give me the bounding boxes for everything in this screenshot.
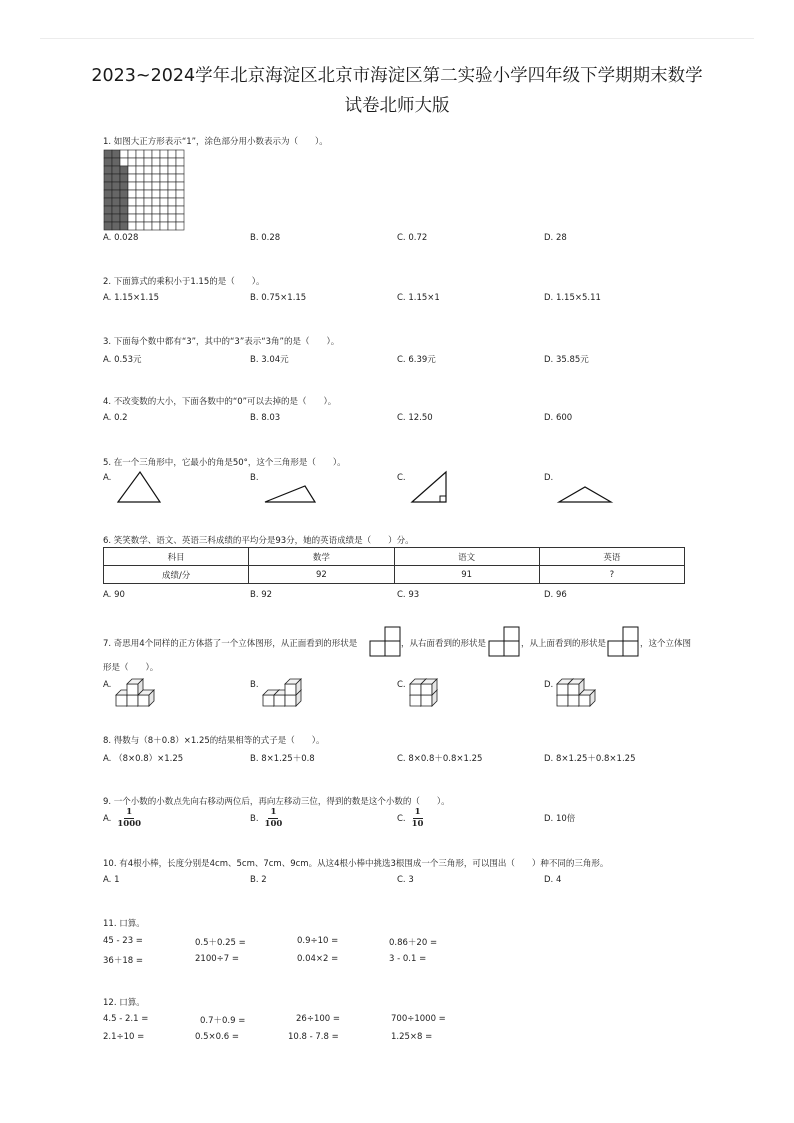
grid-cell: [144, 150, 152, 158]
grid-cell: [160, 158, 168, 166]
grid-cell: [136, 206, 144, 214]
fraction-numerator: 1: [270, 807, 277, 817]
question-6-option-b[interactable]: B. 92: [250, 590, 273, 600]
right-view-figure: [488, 627, 520, 657]
fraction-numerator: 1: [414, 807, 421, 817]
calc-item: 0.9÷10 =: [297, 936, 339, 946]
fraction-denominator: 1000: [117, 819, 142, 829]
question-7-option-d[interactable]: D.: [544, 680, 554, 690]
triangle-b-figure: [263, 484, 317, 504]
grid-cell: [128, 150, 136, 158]
calc-item: 0.04×2 =: [297, 954, 339, 964]
grid-cell: [160, 206, 168, 214]
grid-cell-shaded: [120, 198, 128, 206]
grid-cell: [176, 158, 184, 166]
grid-cell: [160, 182, 168, 190]
grid-cell: [168, 158, 176, 166]
grid-cell: [128, 158, 136, 166]
question-3-option-b[interactable]: B. 3.04元: [250, 355, 289, 365]
grid-cell: [152, 222, 160, 230]
triangle-a-figure: [116, 470, 162, 504]
grid-cell: [128, 206, 136, 214]
grid-cell: [168, 174, 176, 182]
question-10-option-b[interactable]: B. 2: [250, 875, 267, 885]
question-2-option-b[interactable]: B. 0.75×1.15: [250, 293, 307, 303]
grid-cell-shaded: [120, 182, 128, 190]
grid-cell: [160, 198, 168, 206]
grid-cell: [176, 190, 184, 198]
cube-face: [579, 695, 590, 706]
question-10-text: 10. 有4根小棒，长度分别是4cm、5cm、7cm、9cm。从这4根小棒中挑选3根围成一个三角形，可以围出（ ）种不同的三角形。: [103, 859, 609, 869]
page-title-line-1: 2023~2024学年北京海淀区北京市海淀区第二实验小学四年级下学期期末数学: [91, 66, 703, 86]
calc-item: 4.5 - 2.1 =: [103, 1014, 149, 1024]
grid-cell: [168, 206, 176, 214]
grid-cell: [120, 158, 128, 166]
calc-item: 0.7＋0.9 =: [200, 1016, 246, 1026]
grid-cell-shaded: [112, 182, 120, 190]
grid-cell-shaded: [104, 158, 112, 166]
grid-cell-shaded: [120, 206, 128, 214]
cube-face: [138, 695, 149, 706]
calc-item: 0.5＋0.25 =: [195, 938, 246, 948]
fraction: [117, 807, 141, 830]
grid-cell-shaded: [104, 150, 112, 158]
grid-cell: [144, 198, 152, 206]
calc-item: 0.86＋20 =: [389, 938, 438, 948]
question-8-option-c[interactable]: C. 8×0.8＋0.8×1.25: [397, 754, 483, 764]
table-cell: 92: [249, 566, 394, 584]
grid-cell: [152, 158, 160, 166]
question-4-text: 4. 不改变数的大小，下面各数中的“0”可以去掉的是（ ）。: [103, 397, 337, 407]
table-cell: 成绩/分: [104, 566, 249, 584]
grid-cell-shaded: [120, 222, 128, 230]
grid-cell: [168, 190, 176, 198]
question-7-option-a[interactable]: A.: [103, 680, 112, 690]
grid-cell: [152, 166, 160, 174]
table-cell: 数学: [249, 548, 394, 566]
question-7-text-part-3: ，从上面看到的形状是: [521, 639, 607, 649]
grid-cell: [168, 222, 176, 230]
question-5-option-a[interactable]: A.: [103, 473, 112, 483]
question-7-text-part-4: ，这个立体图: [640, 639, 692, 649]
table-cell: 91: [394, 566, 539, 584]
cube-figure-b: [261, 674, 301, 708]
grid-cell: [160, 166, 168, 174]
grid-cell: [168, 150, 176, 158]
question-4-option-b[interactable]: B. 8.03: [250, 413, 281, 423]
cube-face: [568, 684, 579, 695]
grid-cell-shaded: [112, 166, 120, 174]
grid-cell: [176, 222, 184, 230]
grid-cell-shaded: [112, 198, 120, 206]
grid-cell: [128, 222, 136, 230]
question-6-option-c[interactable]: C. 93: [397, 590, 420, 600]
grid-cell: [144, 174, 152, 182]
question-6-option-d[interactable]: D. 96: [544, 590, 567, 600]
triangle-c-right-angle-figure: [410, 470, 448, 504]
page-title-line-2: 试卷北师大版: [344, 96, 450, 116]
grid-cell: [152, 206, 160, 214]
grid-cell: [136, 166, 144, 174]
question-4-option-c[interactable]: C. 12.50: [397, 413, 433, 423]
calc-item: 2100÷7 =: [195, 954, 239, 964]
grid-cell: [136, 222, 144, 230]
grid-cell-shaded: [120, 190, 128, 198]
cube-face: [410, 684, 421, 695]
question-1-option-c[interactable]: C. 0.72: [397, 233, 428, 243]
grid-cell-shaded: [120, 166, 128, 174]
front-view-figure: [369, 627, 401, 657]
grid-cell-shaded: [112, 214, 120, 222]
grid-cell: [152, 198, 160, 206]
grid-cell: [152, 174, 160, 182]
question-10-option-d[interactable]: D. 4: [544, 875, 562, 885]
top-view-figure: [607, 627, 639, 657]
option-label: C.: [397, 814, 406, 824]
grid-cell: [176, 166, 184, 174]
grid-cell: [136, 214, 144, 222]
grid-cell-shaded: [120, 174, 128, 182]
question-2-option-c[interactable]: C. 1.15×1: [397, 293, 440, 303]
grid-cell: [176, 174, 184, 182]
grid-cell-shaded: [104, 206, 112, 214]
cube-face: [285, 684, 296, 695]
cube-face: [274, 695, 285, 706]
grid-cell-shaded: [104, 190, 112, 198]
question-8-option-d[interactable]: D. 8×1.25＋0.8×1.25: [544, 754, 636, 764]
question-5-option-b[interactable]: B.: [250, 473, 259, 483]
grid-cell-shaded: [104, 222, 112, 230]
calc-item: 26÷100 =: [296, 1014, 340, 1024]
grid-cell-shaded: [112, 222, 120, 230]
fraction-numerator: 1: [126, 807, 133, 817]
grid-cell-shaded: [104, 198, 112, 206]
grid-cell: [176, 198, 184, 206]
cube-face: [557, 684, 568, 695]
grid-cell-shaded: [112, 174, 120, 182]
grid-cell: [168, 182, 176, 190]
cube-face: [557, 695, 568, 706]
grid-cell: [136, 182, 144, 190]
grid-cell: [160, 150, 168, 158]
table-cell: 语文: [394, 548, 539, 566]
grid-cell-shaded: [120, 214, 128, 222]
question-1-option-a[interactable]: A. 0.028: [103, 233, 139, 243]
question-2-option-d[interactable]: D. 1.15×5.11: [544, 293, 601, 303]
grid-cell: [160, 190, 168, 198]
question-1-option-b[interactable]: B. 0.28: [250, 233, 281, 243]
calc-item: 45 - 23 =: [103, 936, 143, 946]
cube-face: [568, 695, 579, 706]
question-8-text: 8. 得数与（8＋0.8）×1.25的结果相等的式子是（ ）。: [103, 736, 325, 746]
table-cell: 英语: [539, 548, 684, 566]
calc-item: 0.5×0.6 =: [195, 1032, 239, 1042]
question-8-option-a[interactable]: A. （8×0.8）×1.25: [103, 754, 184, 764]
grid-cell: [144, 182, 152, 190]
grid-cell-shaded: [112, 190, 120, 198]
question-8-option-b[interactable]: B. 8×1.25＋0.8: [250, 754, 315, 764]
grid-cell: [144, 206, 152, 214]
question-7-text-part-2: ，从右面看到的形状是: [401, 639, 487, 649]
cube-face: [285, 695, 296, 706]
cube-face: [421, 684, 432, 695]
table-cell: ?: [539, 566, 684, 584]
hundred-square-grid-figure: [104, 150, 184, 230]
question-7-option-c[interactable]: C.: [397, 680, 406, 690]
grid-cell: [136, 198, 144, 206]
grid-cell: [144, 158, 152, 166]
grid-cell: [144, 214, 152, 222]
grid-cell: [168, 198, 176, 206]
grid-cell: [160, 214, 168, 222]
cube-figure-a: [114, 674, 154, 708]
calc-item: 2.1÷10 =: [103, 1032, 145, 1042]
calc-item: 3 - 0.1 =: [389, 954, 427, 964]
question-5-option-c[interactable]: C.: [397, 473, 406, 483]
question-4-option-a[interactable]: A. 0.2: [103, 413, 128, 423]
fraction: [265, 807, 283, 830]
grid-cell: [128, 198, 136, 206]
table-cell: 科目: [104, 548, 249, 566]
fraction: [412, 807, 424, 830]
table-row: [104, 566, 685, 584]
option-label: B.: [250, 814, 259, 824]
grid-cell: [136, 190, 144, 198]
calc-item: 700÷1000 =: [391, 1014, 446, 1024]
grid-cell-shaded: [112, 150, 120, 158]
question-5-text: 5. 在一个三角形中，它最小的角是50°，这个三角形是（ ）。: [103, 458, 346, 468]
grid-cell: [152, 214, 160, 222]
question-12-text: 12. 口算。: [103, 998, 145, 1008]
grid-cell: [176, 206, 184, 214]
cube-face: [127, 684, 138, 695]
calc-item: 10.8 - 7.8 =: [288, 1032, 339, 1042]
grid-cell: [128, 214, 136, 222]
grid-cell: [128, 190, 136, 198]
question-11-text: 11. 口算。: [103, 919, 145, 929]
question-7-text-line-2: 形是（ ）。: [103, 663, 159, 673]
grid-cell: [176, 182, 184, 190]
grid-cell: [128, 182, 136, 190]
cube-figure-c: [408, 674, 448, 708]
cube-face: [127, 695, 138, 706]
grid-cell: [128, 166, 136, 174]
grid-cell-shaded: [104, 166, 112, 174]
scores-table: [103, 547, 685, 584]
cube-face: [263, 695, 274, 706]
grid-cell: [136, 158, 144, 166]
calc-item: 1.25×8 =: [391, 1032, 433, 1042]
grid-cell-shaded: [104, 174, 112, 182]
question-1-text: 1. 如图大正方形表示“1”，涂色部分用小数表示为（ ）。: [103, 137, 328, 147]
question-10-option-a[interactable]: A. 1: [103, 875, 120, 885]
grid-cell: [176, 150, 184, 158]
fraction-denominator: 10: [411, 819, 424, 829]
question-3-option-a[interactable]: A. 0.53元: [103, 355, 142, 365]
grid-cell: [152, 182, 160, 190]
question-9-option-b[interactable]: [250, 807, 282, 830]
question-9-option-d[interactable]: D. 10倍: [544, 814, 576, 824]
grid-cell: [152, 150, 160, 158]
grid-cell: [144, 166, 152, 174]
grid-cell-shaded: [112, 206, 120, 214]
grid-cell: [136, 150, 144, 158]
grid-cell: [152, 190, 160, 198]
grid-cell: [168, 214, 176, 222]
question-3-text: 3. 下面每个数中都有“3”，其中的“3”表示“3角”的是（ ）。: [103, 337, 340, 347]
cube-face: [116, 695, 127, 706]
question-4-option-d[interactable]: D. 600: [544, 413, 573, 423]
question-1-option-d[interactable]: D. 28: [544, 233, 567, 243]
question-6-text: 6. 笑笑数学、语文、英语三科成绩的平均分是93分，她的英语成绩是（ ）分。: [103, 536, 414, 546]
grid-cell: [168, 166, 176, 174]
grid-cell: [128, 174, 136, 182]
grid-cell: [120, 150, 128, 158]
question-9-option-c[interactable]: [397, 807, 423, 830]
question-10-option-c[interactable]: C. 3: [397, 875, 414, 885]
cube-face: [421, 695, 432, 706]
grid-cell: [144, 190, 152, 198]
grid-cell: [136, 174, 144, 182]
question-6-option-a[interactable]: A. 90: [103, 590, 125, 600]
grid-cell: [160, 222, 168, 230]
grid-cell: [160, 174, 168, 182]
grid-cell: [144, 222, 152, 230]
fraction-denominator: 100: [264, 819, 283, 829]
grid-cell-shaded: [104, 182, 112, 190]
question-9-text: 9. 一个小数的小数点先向右移动两位后，再向左移动三位，得到的数是这个小数的（ ）。: [103, 797, 450, 807]
grid-cell-shaded: [104, 214, 112, 222]
question-5-option-d[interactable]: D.: [544, 473, 554, 483]
question-3-option-c[interactable]: C. 6.39元: [397, 355, 436, 365]
question-9-option-a[interactable]: [103, 807, 141, 830]
cube-face: [410, 695, 421, 706]
question-2-option-a[interactable]: A. 1.15×1.15: [103, 293, 160, 303]
table-header-row: [104, 548, 685, 566]
triangle-d-figure: [557, 484, 613, 504]
calc-item: 36＋18 =: [103, 956, 143, 966]
cube-figure-d: [555, 674, 595, 708]
question-3-option-d[interactable]: D. 35.85元: [544, 355, 589, 365]
page-top-rule: [40, 38, 754, 39]
question-7-text-part-1: 7. 奇思用4个同样的正方体搭了一个立体图形，从正面看到的形状是: [103, 639, 358, 649]
option-label: A.: [103, 814, 112, 824]
question-2-text: 2. 下面算式的乘积小于1.15的是（ ）。: [103, 277, 265, 287]
grid-cell: [176, 214, 184, 222]
question-7-option-b[interactable]: B.: [250, 680, 259, 690]
grid-cell-shaded: [112, 158, 120, 166]
